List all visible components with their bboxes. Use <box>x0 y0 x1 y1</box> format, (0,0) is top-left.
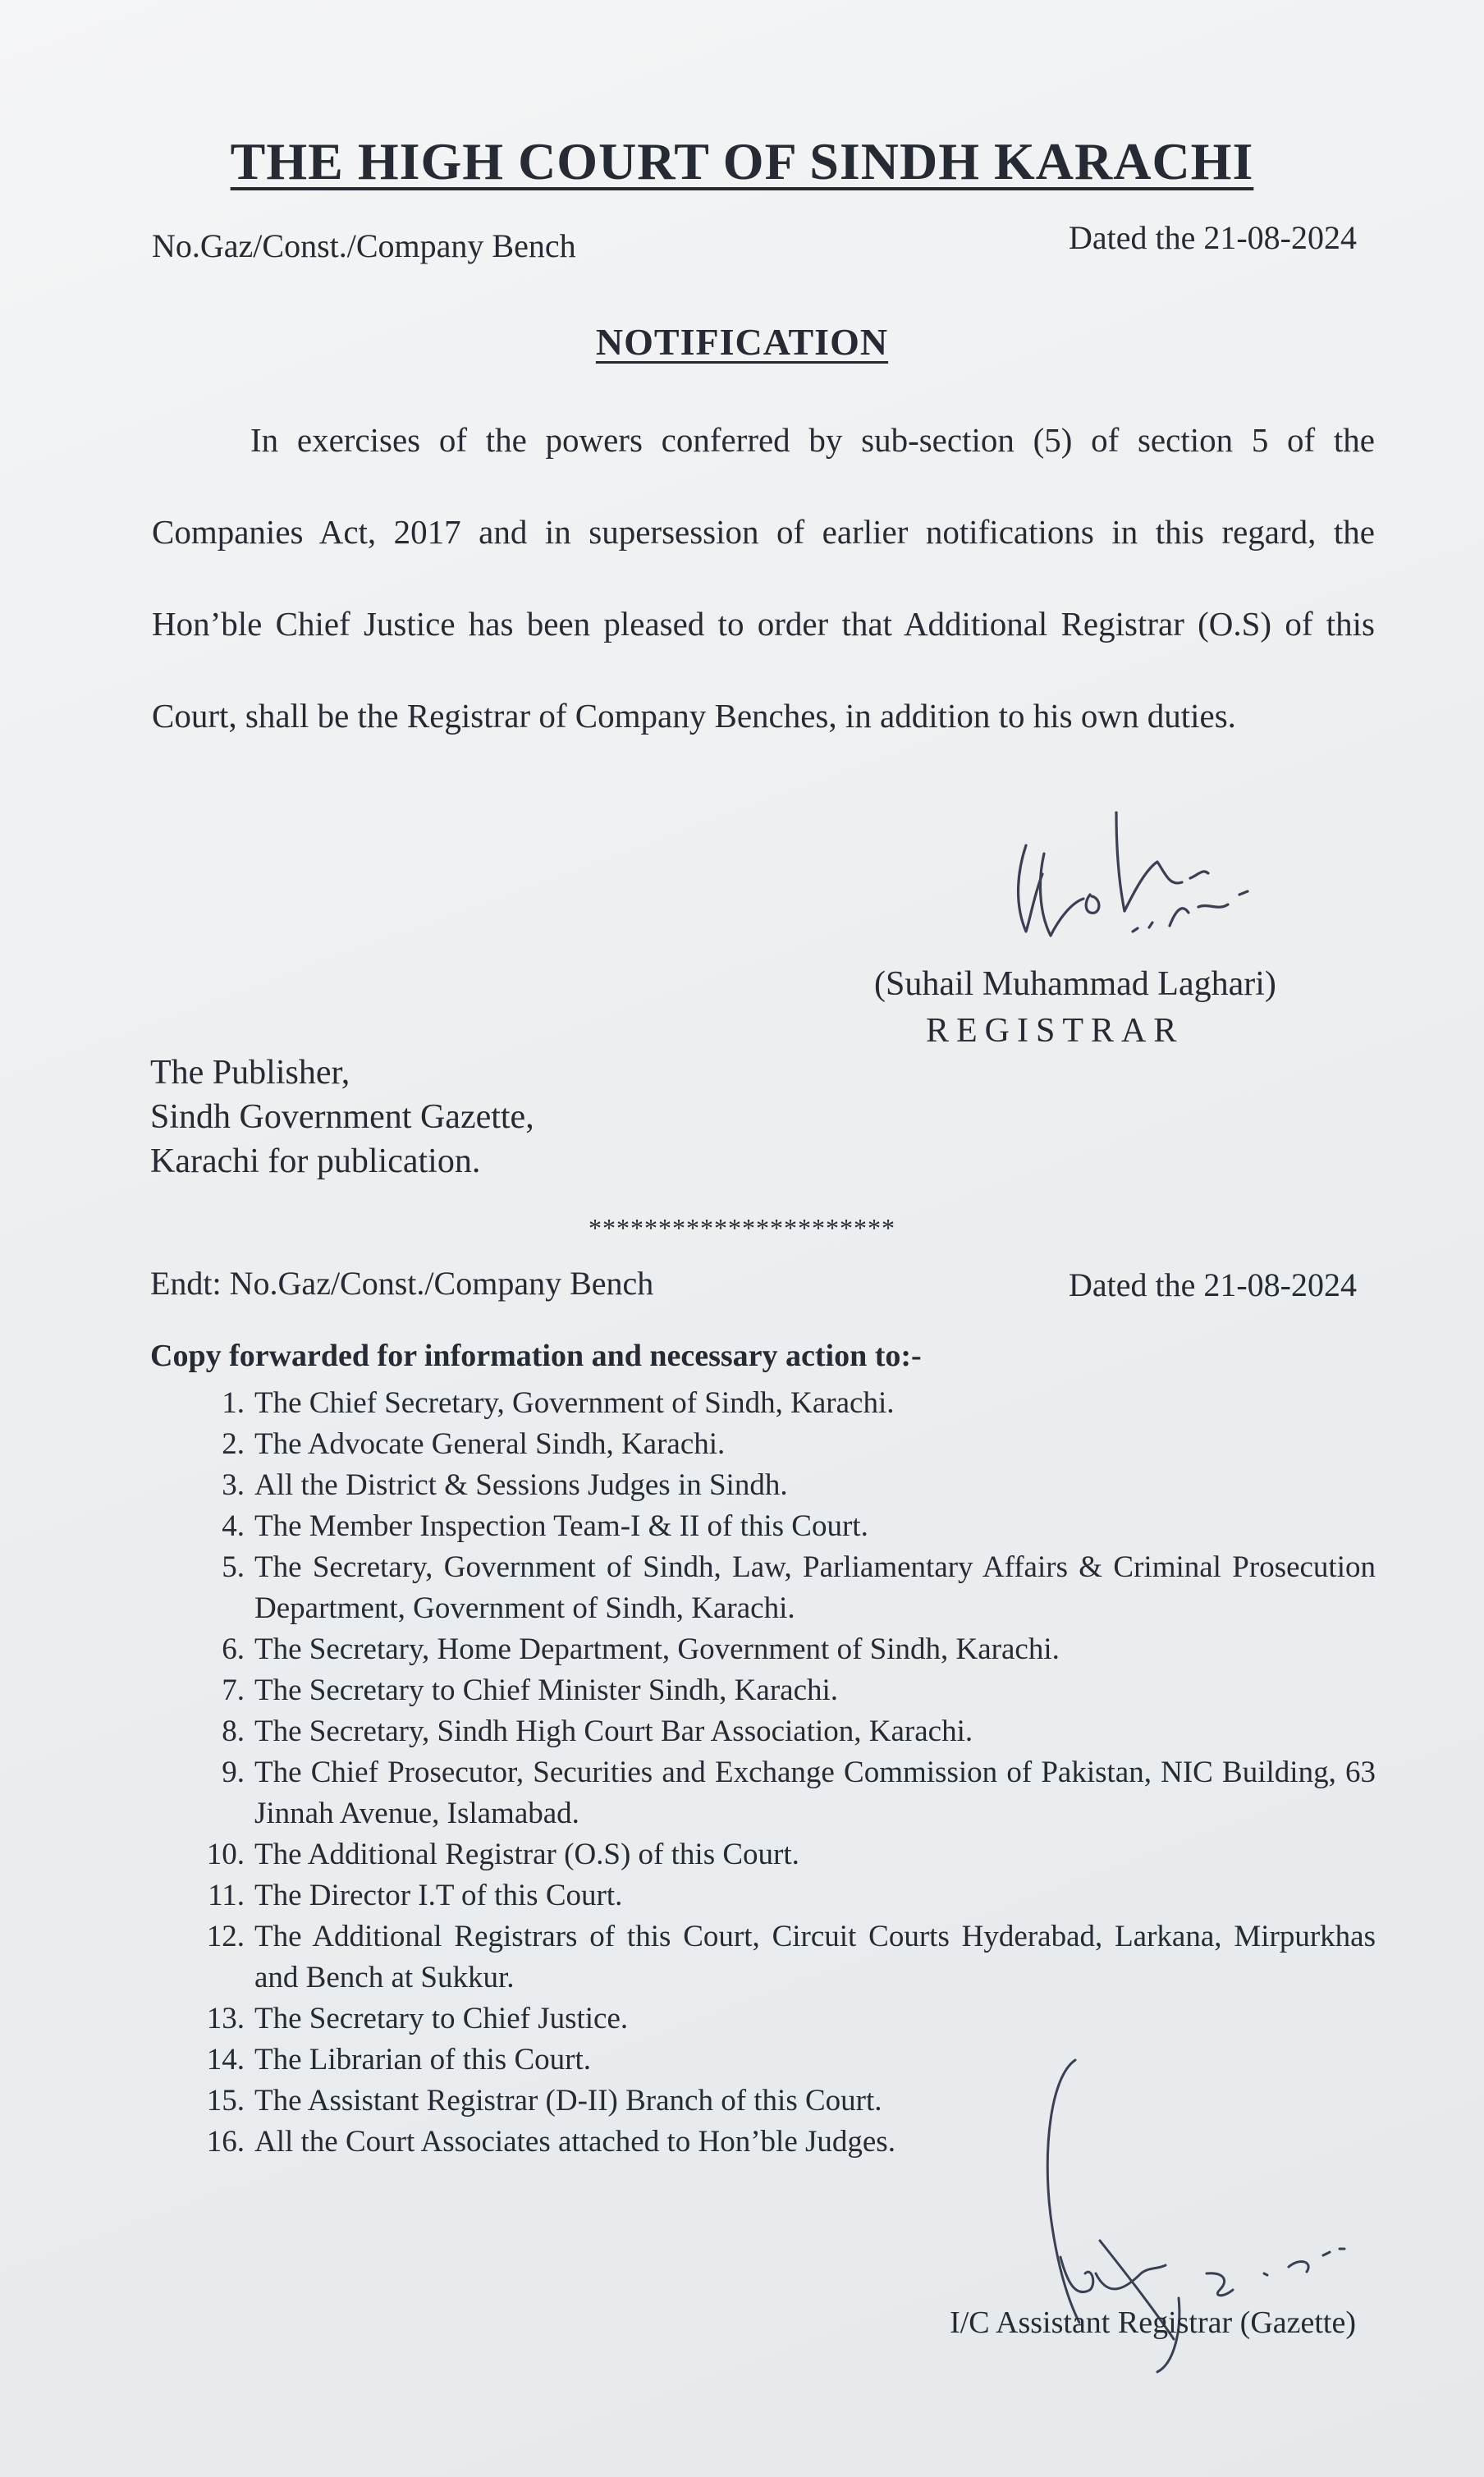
addressee-block <box>150 1051 534 1184</box>
recipient-list <box>194 1383 1376 2163</box>
list-number: 3. <box>222 1468 245 1502</box>
list-text: The Member Inspection Team-I & II of this Court. <box>254 1509 868 1543</box>
reference-number: No.Gaz/Const./Company Bench <box>152 227 576 264</box>
list-item <box>194 1506 1376 1547</box>
notification-body: In exercises of the powers conferred by sub-section (5) of section 5 of the Companies Act, 2017 and in supersession of earlier notifications in this regard, the Hon’ble Chief Justice has been pleased to order that Additional Registrar (O.S) of this Court, shall be the Registrar of Company Benches, in addition to his own duties. <box>152 421 1375 735</box>
signatory-designation: REGISTRAR <box>926 1012 1184 1050</box>
addressee-line: Sindh Government Gazette, <box>150 1098 534 1136</box>
list-number: 12. <box>206 1920 245 1953</box>
list-item <box>194 1752 1376 1834</box>
court-title: THE HIGH COURT OF SINDH KARACHI <box>230 132 1254 190</box>
list-text: The Secretary, Government of Sindh, Law, Parliamentary Affairs & Criminal Prosecution Department, Government of Sindh, Karachi. <box>254 1550 1376 1625</box>
addressee-line: Karachi for publication. <box>150 1142 481 1180</box>
list-number: 6. <box>222 1632 245 1666</box>
list-text: The Assistant Registrar (D-II) Branch of this Court. <box>254 2084 882 2118</box>
list-item <box>194 1547 1376 1629</box>
notification-heading: NOTIFICATION <box>595 321 889 363</box>
registrar-signature <box>993 796 1338 960</box>
list-text: The Secretary to Chief Minister Sindh, Karachi. <box>254 1673 839 1707</box>
list-number: 9. <box>222 1756 245 1789</box>
list-text: All the District & Sessions Judges in Sindh. <box>254 1468 788 1502</box>
list-number: 11. <box>208 1879 245 1912</box>
separator-stars: ********************** <box>589 1213 895 1243</box>
endorsement-date: Dated the 21-08-2024 <box>1068 1266 1357 1303</box>
list-number: 7. <box>222 1673 245 1707</box>
list-item <box>194 1629 1376 1670</box>
list-text: The Secretary to Chief Justice. <box>254 2002 629 2035</box>
list-number: 10. <box>206 1838 245 1871</box>
list-text: The Chief Prosecutor, Securities and Exchange Commission of Pakistan, NIC Building, 63 Jinnah Avenue, Islamabad. <box>254 1756 1376 1830</box>
list-item <box>194 1875 1376 1916</box>
list-item <box>194 1834 1376 1875</box>
list-item <box>194 1916 1376 1999</box>
copy-forwarded-heading: Copy forwarded for information and necessary action to:- <box>150 1339 922 1373</box>
list-number: 8. <box>222 1715 245 1748</box>
list-text: The Director I.T of this Court. <box>254 1879 623 1912</box>
closing-designation: I/C Assistant Registrar (Gazette) <box>950 2305 1356 2340</box>
list-item <box>194 1465 1376 1506</box>
list-number: 16. <box>206 2125 245 2159</box>
date-line: Dated the 21-08-2024 <box>1068 219 1357 256</box>
list-text: The Additional Registrars of this Court, Circuit Courts Hyderabad, Larkana, Mirpurkhas and Bench at Sukkur. <box>254 1920 1376 1994</box>
list-number: 14. <box>206 2043 245 2076</box>
list-text: The Librarian of this Court. <box>254 2043 591 2076</box>
list-text: The Secretary, Sindh High Court Bar Association, Karachi. <box>254 1715 973 1748</box>
signatory-name: (Suhail Muhammad Laghari) <box>874 965 1276 1003</box>
list-number: 13. <box>206 2002 245 2035</box>
list-item <box>194 1711 1376 1752</box>
list-text: The Additional Registrar (O.S) of this Court. <box>254 1838 799 1871</box>
endorsement-reference: Endt: No.Gaz/Const./Company Bench <box>150 1265 654 1302</box>
list-item <box>194 1424 1376 1465</box>
list-item <box>194 1670 1376 1711</box>
list-text: The Chief Secretary, Government of Sindh, Karachi. <box>254 1386 895 1420</box>
list-text: All the Court Associates attached to Hon’ble Judges. <box>254 2125 895 2159</box>
list-number: 2. <box>222 1427 245 1461</box>
addressee-line: The Publisher, <box>150 1054 350 1092</box>
list-number: 15. <box>206 2084 245 2118</box>
list-number: 4. <box>222 1509 245 1543</box>
list-item <box>194 1383 1376 1424</box>
list-text: The Advocate General Sindh, Karachi. <box>254 1427 726 1461</box>
list-text: The Secretary, Home Department, Government of Sindh, Karachi. <box>254 1632 1060 1666</box>
list-number: 1. <box>222 1386 245 1420</box>
list-number: 5. <box>222 1550 245 1584</box>
list-item <box>194 1999 1376 2040</box>
